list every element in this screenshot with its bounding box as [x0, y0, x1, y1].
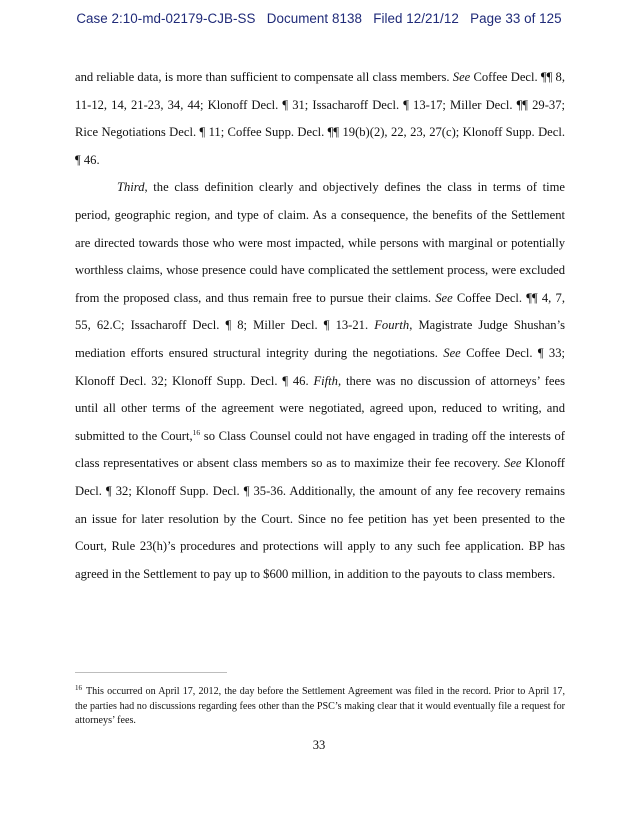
paragraph-continued	[75, 64, 565, 174]
ordinal-fifth: Fifth	[313, 373, 338, 388]
case-header: Case 2:10-md-02179-CJB-SS Document 8138 Filed 12/21/12 Page 33 of 125	[76, 11, 562, 26]
footnote-reference[interactable]: 16	[192, 427, 201, 437]
ordinal-fourth: Fourth	[374, 318, 410, 333]
footnote-text: This occurred on April 17, 2012, the day before the Settlement Agreement was filed in the record. Prior to April 17, the parties had no discussions regarding fees other than the PSC’s making clear that it would eventually file a request for attorneys’ fees.	[75, 686, 565, 727]
footnote-number: 16	[75, 684, 82, 692]
page-number: 33	[312, 738, 326, 752]
citation-signal: See	[443, 345, 461, 360]
citation-signal: See	[504, 456, 522, 471]
text-run: Coffee Decl. ¶¶ 8, 11-12, 14, 21-23, 34, 44; Klonoff Decl. ¶ 31; Issacharoff Decl. ¶ 13-17; Miller Decl. ¶¶ 29-37; Rice Negotiations Decl. ¶ 11; Coffee Supp. Decl. ¶¶ 19(b)(2), 22, 23, 27(c); Klonoff Supp. Decl. ¶ 46.	[75, 70, 565, 167]
footnote	[75, 685, 565, 729]
citation-signal: See	[452, 70, 471, 84]
text-run: Klonoff Decl. ¶ 32; Klonoff Supp. Decl. ¶ 35-36. Additionally, the amount of any fee recovery remains an issue for later resolution by the Court. Since no fee petition has yet been presented to the Court, Rule 23(h)’s procedures and protections will apply to any such fee application. BP has agreed in the Settlement to pay up to $600 million, in addition to the payouts to class members.	[75, 456, 566, 581]
text-run: , Magistrate Judge Shushan’s mediation efforts ensured structural integrity during the negotiations.	[75, 318, 566, 360]
body-text	[75, 64, 565, 588]
text-run: , there was no discussion of attorneys’ fees until all other terms of the agreement were negotiated, agreed upon, reduced to writing, and submitted to the Court,	[75, 373, 566, 443]
footnote-divider	[75, 672, 227, 673]
ordinal-third: Third	[117, 180, 145, 195]
text-run: and reliable data, is more than sufficient to compensate all class members.	[75, 70, 453, 84]
text-run: so Class Counsel could not have engaged in trading off the interests of class representatives or absent class members so as to maximize their fee recovery.	[75, 428, 565, 471]
text-run: Coffee Decl. ¶¶ 4, 7, 55, 62.C; Issacharoff Decl. ¶ 8; Miller Decl. ¶ 13-21.	[75, 290, 565, 333]
paragraph-third	[75, 174, 565, 588]
text-run: Coffee Decl. ¶ 33; Klonoff Decl. 32; Klonoff Supp. Decl. ¶ 46.	[75, 345, 565, 388]
citation-signal: See	[435, 290, 453, 305]
text-run: , the class definition clearly and objectively defines the class in terms of time period, geographic region, and type of claim. As a consequence, the benefits of the Settlement are directed towards those who were most impacted, while persons with marginal or potentially worthless claims, whose presence could have complicated the settlement process, were excluded from the proposed class, and thus remain free to pursue their claims.	[75, 180, 565, 305]
